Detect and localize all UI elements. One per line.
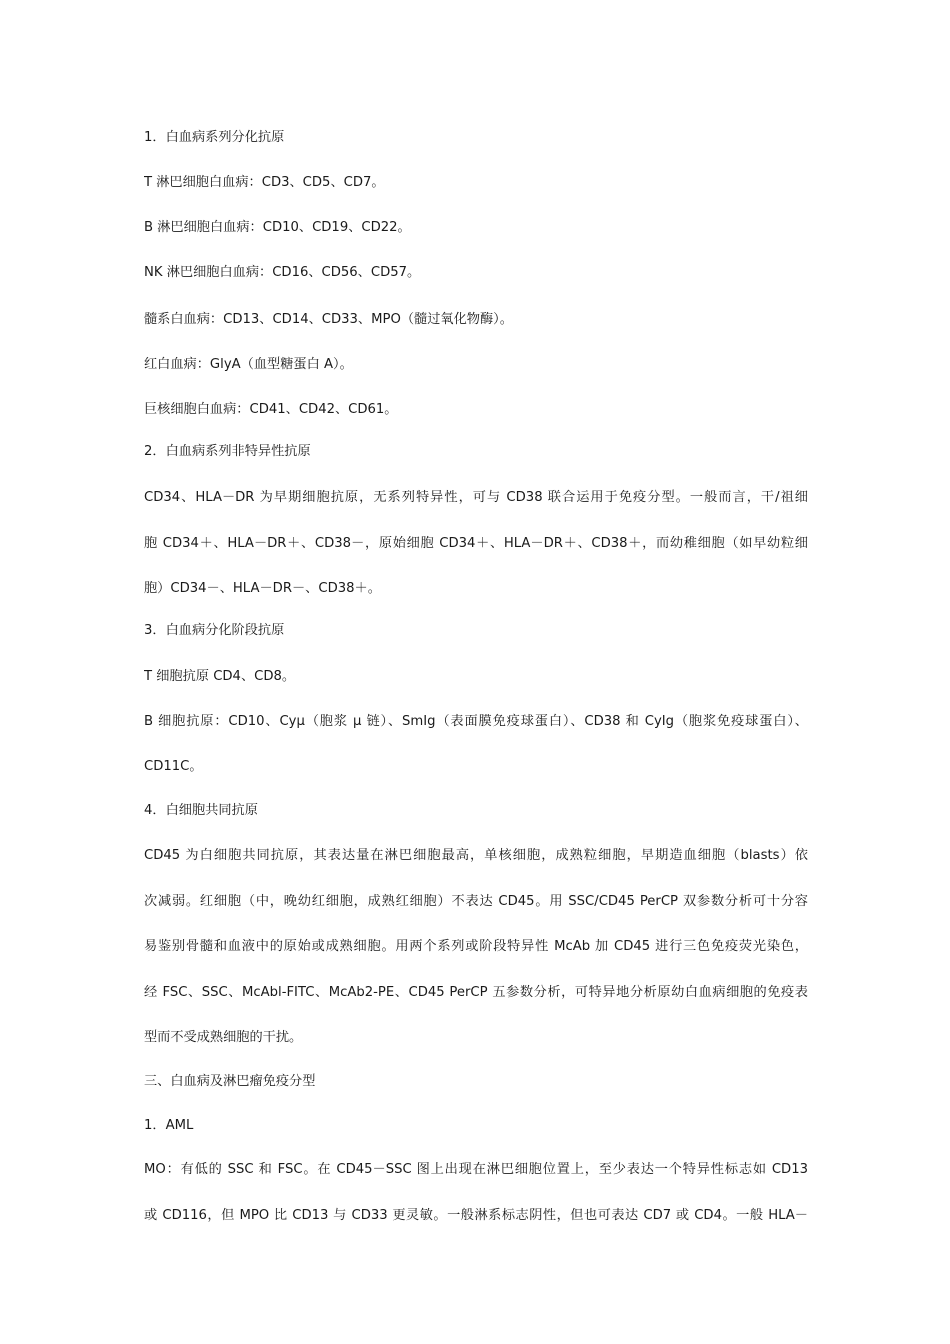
section-heading-2: 2．白血病系列非特异性抗原 [144, 444, 311, 459]
paragraph-line: 胞 CD34＋、HLA－DR＋、CD38－，原始细胞 CD34＋、HLA－DR＋、CD38＋，而幼稚细胞（如早幼粒细 [144, 536, 808, 551]
section-heading-3: 3．白血病分化阶段抗原 [144, 623, 285, 638]
paragraph-line: 胞）CD34－、HLA－DR－、CD38＋。 [144, 581, 381, 596]
paragraph-line: CD45 为白细胞共同抗原，其表达量在淋巴细胞最高，单核细胞，成熟粒细胞，早期造血细胞（blasts）依 [144, 848, 808, 863]
chapter-heading: 三、白血病及淋巴瘤免疫分型 [144, 1074, 316, 1089]
text-line: 巨核细胞白血病：CD41、CD42、CD61。 [144, 402, 398, 417]
paragraph-line: 易鉴别骨髓和血液中的原始或成熟细胞。用两个系列或阶段特异性 McAb 加 CD45 进行三色免疫荧光染色， [144, 939, 808, 954]
text-line: 髓系白血病：CD13、CD14、CD33、MPO（髓过氧化物酶）。 [144, 312, 513, 327]
paragraph-line: 次减弱。红细胞（中，晚幼红细胞，成熟红细胞）不表达 CD45。用 SSC/CD45 PerCP 双参数分析可十分容 [144, 894, 808, 909]
section-heading-4: 4．白细胞共同抗原 [144, 803, 258, 818]
paragraph-line: MO：有低的 SSC 和 FSC。在 CD45－SSC 图上出现在淋巴细胞位置上，至少表达一个特异性标志如 CD13 [144, 1162, 808, 1177]
text-line: NK 淋巴细胞白血病：CD16、CD56、CD57。 [144, 265, 421, 280]
paragraph-line: 或 CD116，但 MPO 比 CD13 与 CD33 更灵敏。一般淋系标志阴性，但也可表达 CD7 或 CD4。一般 HLA－ [144, 1208, 808, 1223]
text-line: T 淋巴细胞白血病：CD3、CD5、CD7。 [144, 175, 385, 190]
section-heading-1: 1．白血病系列分化抗原 [144, 130, 285, 145]
text-line: B 淋巴细胞白血病：CD10、CD19、CD22。 [144, 220, 411, 235]
paragraph-line: CD34、HLA－DR 为早期细胞抗原，无系列特异性，可与 CD38 联合运用于免疫分型。一般而言，干/祖细 [144, 490, 808, 505]
paragraph-line: 型而不受成熟细胞的干扰。 [144, 1030, 303, 1045]
paragraph-line: B 细胞抗原：CD10、Cyμ（胞浆 μ 链）、SmIg（表面膜免疫球蛋白）、CD38 和 CyIg（胞浆免疫球蛋白）、 [144, 714, 808, 729]
section-heading-aml: 1．AML [144, 1118, 194, 1133]
text-line: 红白血病：GlyA（血型糖蛋白 A）。 [144, 357, 353, 372]
text-line: T 细胞抗原 CD4、CD8。 [144, 669, 296, 684]
paragraph-line: CD11C。 [144, 759, 203, 774]
paragraph-line: 经 FSC、SSC、McAbl-FITC、McAb2-PE、CD45 PerCP 五参数分析，可特异地分析原幼白血病细胞的免疫表 [144, 985, 808, 1000]
